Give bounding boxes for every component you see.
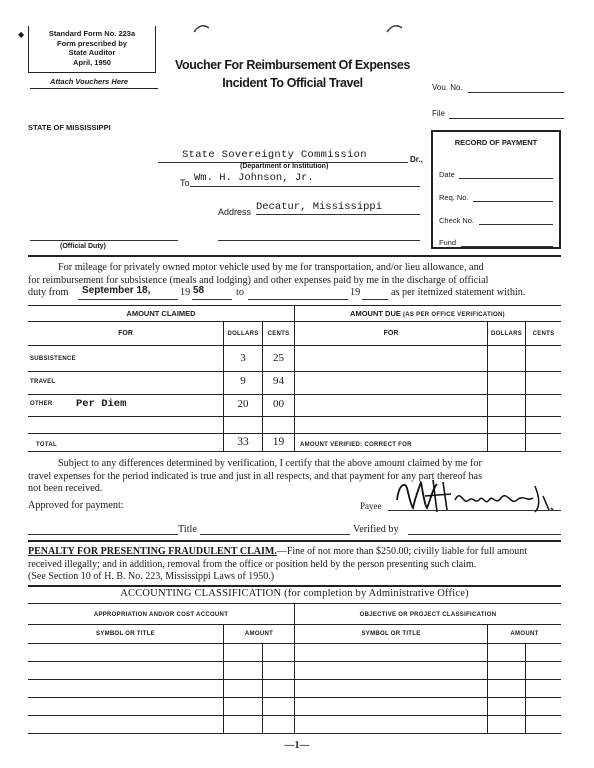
record-of-payment-box bbox=[431, 130, 561, 249]
row-other-detail: Per Diem bbox=[76, 398, 127, 410]
department-value: State Sovereignty Commission bbox=[182, 149, 367, 161]
certify-line-3: not been received. bbox=[28, 483, 103, 494]
duty-tail: as per itemized statement within. bbox=[391, 287, 526, 298]
form-number: Standard Form No. 223a bbox=[48, 29, 136, 38]
title-line-2: Incident To Official Travel bbox=[222, 76, 363, 90]
punch-mark-right bbox=[385, 22, 405, 34]
dr-label: Dr., bbox=[410, 155, 423, 164]
row-travel-cents: 94 bbox=[273, 375, 284, 387]
acct-right-symbol: SYMBOL OR TITLE bbox=[361, 631, 421, 637]
col-dollars-left: DOLLARS bbox=[227, 331, 259, 337]
amount-due-label: AMOUNT DUE bbox=[350, 309, 401, 318]
title-label: Title bbox=[178, 524, 197, 535]
amount-claimed-head: AMOUNT CLAIMED bbox=[126, 309, 196, 318]
penalty-paragraph bbox=[28, 546, 561, 584]
amount-due-note: (AS PER OFFICE VERIFICATION) bbox=[402, 312, 505, 318]
verified-by-label: Verified by bbox=[353, 524, 399, 535]
record-title: RECORD OF PAYMENT bbox=[454, 138, 538, 147]
row-travel-label: TRAVEL bbox=[30, 379, 56, 385]
duty-from-label: duty from bbox=[28, 287, 69, 298]
to-label: To bbox=[180, 178, 190, 188]
record-date: Date bbox=[439, 170, 455, 179]
col-cents-left: CENTS bbox=[267, 331, 290, 337]
form-number-box bbox=[28, 26, 156, 73]
vou-no-line[interactable] bbox=[468, 92, 564, 93]
row-other-cents: 00 bbox=[273, 398, 284, 410]
from-date: September 18, bbox=[82, 285, 151, 296]
record-fund: Fund bbox=[439, 238, 457, 247]
acct-right-head: OBJECTIVE OR PROJECT CLASSIFICATION bbox=[359, 612, 497, 618]
acct-right-amount: AMOUNT bbox=[510, 631, 539, 637]
row-total-cents: 19 bbox=[272, 436, 285, 448]
address-value: Decatur, Mississippi bbox=[256, 201, 383, 213]
year-1: 58 bbox=[193, 285, 205, 296]
acct-left-amount: AMOUNT bbox=[244, 631, 274, 637]
page-number: —1— bbox=[284, 740, 310, 751]
row-other-label: OTHER bbox=[30, 401, 53, 407]
mileage-paragraph bbox=[28, 262, 561, 287]
form-date: April, 1950 bbox=[73, 57, 111, 67]
acct-left-head: APPROPRIATION AND/OR COST ACCOUNT bbox=[93, 612, 229, 618]
payee-signature bbox=[385, 476, 561, 518]
payee-label: Payee bbox=[360, 501, 382, 511]
department-caption: (Department or Institution) bbox=[240, 163, 329, 170]
penalty-line-3: (See Section 10 of H. B. No. 223, Mississippi Laws of 1950.) bbox=[28, 571, 275, 582]
row-subsistence-cents: 25 bbox=[273, 352, 284, 364]
official-duty: (Official Duty) bbox=[60, 243, 106, 250]
row-total-label: TOTAL bbox=[36, 442, 57, 448]
form-prescribed: Form prescribed by bbox=[56, 38, 128, 48]
vou-no-label: Vou. No. bbox=[432, 83, 463, 92]
record-check-no: Check No. bbox=[439, 216, 475, 225]
mileage-line-2: for reimbursement for subsistence (meals and lodging) and other expenses paid by me in the discharge of official bbox=[28, 274, 489, 286]
mileage-line-1: For mileage for privately owned motor vehicle used by me for transportation, and/or lieu allowance, and bbox=[58, 262, 484, 273]
certify-line-1: Subject to any differences determined by verification, I certify that the above amount claimed by me for bbox=[58, 458, 482, 469]
year-prefix-2: 19 bbox=[350, 287, 361, 298]
accounting-heading: ACCOUNTING CLASSIFICATION (for completion by Administrative Office) bbox=[120, 588, 469, 599]
attach-vouchers: Attach Vouchers Here bbox=[50, 77, 129, 86]
punch-mark-left bbox=[192, 22, 212, 34]
voucher-title bbox=[160, 56, 425, 92]
penalty-line-2: received illegally; and in addition, removal from the office or position held by the person presenting such claim. bbox=[28, 558, 477, 570]
year-prefix-1: 19 bbox=[180, 287, 191, 298]
file-line[interactable] bbox=[449, 118, 564, 119]
row-subsistence-dollars: 3 bbox=[240, 352, 246, 364]
state-label: STATE OF MISSISSIPPI bbox=[28, 123, 111, 132]
certify-line-2: travel expenses for the period indicated is true and just in all respects, and that payment for any part thereof has bbox=[28, 470, 483, 482]
record-req-no: Req. No. bbox=[439, 193, 469, 202]
amount-due-head bbox=[294, 309, 561, 318]
penalty-line-1: —Fine of not more than $250.00; civilly liable for full amount bbox=[276, 546, 528, 557]
title-line-1: Voucher For Reimbursement Of Expenses bbox=[174, 58, 411, 72]
corner-mark: ◆ bbox=[18, 30, 25, 39]
form-auditor: State Auditor bbox=[68, 48, 116, 57]
penalty-heading: PENALTY FOR PRESENTING FRAUDULENT CLAIM. bbox=[28, 546, 277, 557]
file-label: File bbox=[432, 109, 445, 118]
row-travel-dollars: 9 bbox=[240, 375, 246, 387]
to-value: Wm. H. Johnson, Jr. bbox=[194, 172, 314, 184]
col-for-right: FOR bbox=[383, 330, 399, 337]
amount-verified-label: AMOUNT VERIFIED: CORRECT FOR bbox=[300, 442, 412, 448]
col-cents-right: CENTS bbox=[532, 331, 555, 337]
to-label-2: to bbox=[236, 287, 244, 298]
row-other-dollars: 20 bbox=[237, 398, 249, 410]
row-subsistence-label: SUBSISTENCE bbox=[30, 356, 76, 362]
acct-left-symbol: SYMBOL OR TITLE bbox=[95, 631, 156, 637]
col-dollars-right: DOLLARS bbox=[490, 331, 523, 337]
address-label: Address bbox=[218, 207, 252, 217]
row-total-dollars: 33 bbox=[237, 436, 249, 448]
col-for-left: FOR bbox=[118, 330, 133, 337]
approved-label: Approved for payment: bbox=[28, 500, 124, 511]
